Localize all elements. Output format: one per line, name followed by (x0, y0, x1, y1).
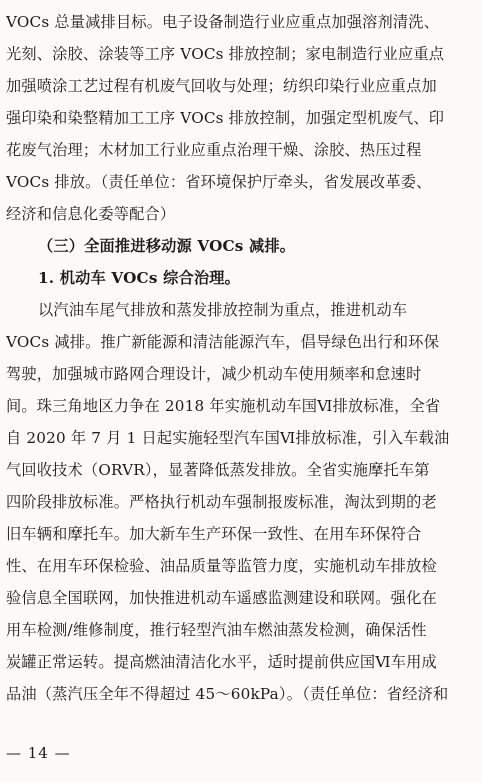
text-line-18: 性、在用车环保检验、油品质量等监管力度，实施机动车排放检 (6, 557, 437, 575)
subsection-heading: 1. 机动车 VOCs 综合治理。 (38, 269, 241, 287)
text-line-12: 驾驶，加强城市路网合理设计，减少机动车使用频率和怠速时 (6, 365, 422, 383)
text-line-10: 以汽油车尾气排放和蒸发排放控制为重点，推进机动车 (38, 301, 408, 319)
text-line-19: 验信息全国联网，加快推进机动车遥感监测建设和联网。强化在 (6, 589, 437, 607)
text-line-22: 品油（蒸汽压全年不得超过 45～60kPa）。（责任单位：省经济和 (6, 685, 449, 703)
text-line-14: 自 2020 年 7 月 1 日起实施轻型汽车国Ⅵ排放标准，引入车载油 (6, 429, 450, 447)
text-line-4: 强印染和染整精加工工序 VOCs 排放控制，加强定型机废气、印 (6, 109, 445, 127)
text-line-11: VOCs 减排。推广新能源和清洁能源汽车，倡导绿色出行和环保 (6, 333, 440, 351)
text-line-15: 气回收技术（ORVR），显著降低蒸发排放。全省实施摩托车第 (6, 461, 430, 479)
text-line-17: 旧车辆和摩托车。加大新车生产环保一致性、在用车环保符合 (6, 525, 422, 543)
text-line-20: 用车检测/维修制度，推行轻型汽油车燃油蒸发检测，确保活性 (6, 621, 427, 639)
text-line-7: 经济和信息化委等配合） (6, 205, 176, 223)
page-number: — 14 — (6, 744, 71, 762)
text-line-21: 炭罐正常运转。提高燃油清洁化水平，适时提前供应国Ⅵ车用成 (6, 653, 437, 671)
text-line-3: 加强喷涂工艺过程有机废气回收与处理；纺织印染行业应重点加 (6, 77, 437, 95)
text-line-6: VOCs 排放。（责任单位：省环境保护厅牵头，省发展改革委、 (6, 173, 432, 191)
text-line-5: 花废气治理；木材加工行业应重点治理干燥、涂胶、热压过程 (6, 141, 422, 159)
section-heading: （三）全面推进移动源 VOCs 减排。 (38, 237, 296, 255)
text-line-2: 光刻、涂胶、涂装等工序 VOCs 排放控制；家电制造行业应重点 (6, 45, 445, 63)
text-line-16: 四阶段排放标准。严格执行机动车强制报废标准，淘汰到期的老 (6, 493, 437, 511)
text-line-1: VOCs 总量减排目标。电子设备制造行业应重点加强溶剂清洗、 (6, 13, 440, 31)
text-line-13: 间。珠三角地区力争在 2018 年实施机动车国Ⅵ排放标准，全省 (6, 397, 441, 415)
